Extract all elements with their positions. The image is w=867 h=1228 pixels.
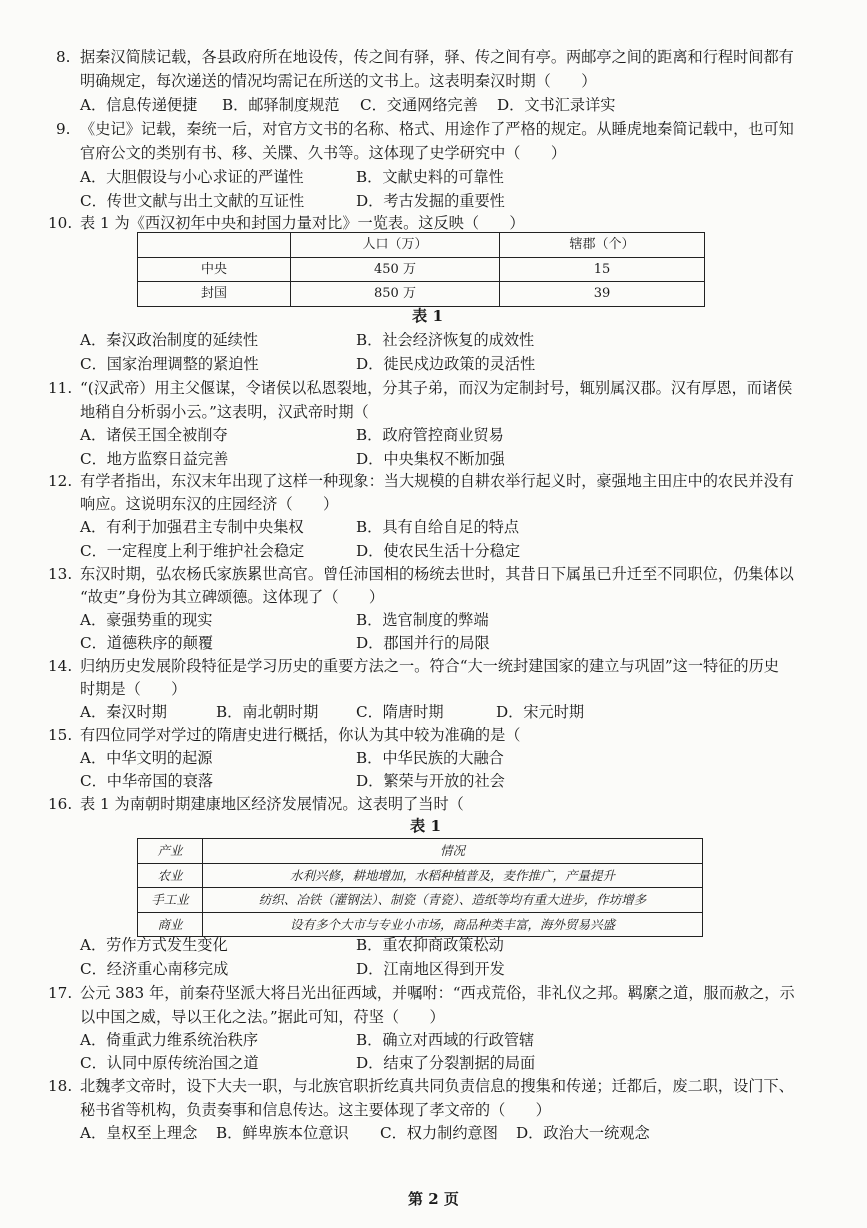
question-number: 9. bbox=[56, 120, 71, 138]
option-a[interactable]: A．倚重武力维系统治秩序 bbox=[80, 1031, 259, 1049]
question-text: “(汉武帝）用主父偃谋，令诸侯以私恩裂地，分其子弟，而汉为定制封号，辄别属汉郡。汉有厚恩，而诸侯 bbox=[80, 379, 793, 397]
table-row bbox=[138, 863, 703, 888]
table-economy bbox=[137, 838, 703, 937]
option-b[interactable]: B．鲜卑族本位意识 bbox=[216, 1124, 349, 1142]
option-c[interactable]: C．传世文献与出土文献的互证性 bbox=[80, 192, 305, 210]
table-caption: 表 1 bbox=[410, 817, 442, 835]
option-b[interactable]: B．中华民族的大融合 bbox=[356, 749, 504, 767]
question-text: 有四位同学对学过的隋唐史进行概括，你认为其中较为准确的是（ bbox=[80, 726, 521, 744]
option-b[interactable]: B．邮驿制度规范 bbox=[222, 96, 340, 114]
option-a[interactable]: A．秦汉政治制度的延续性 bbox=[80, 331, 259, 349]
question-number: 16. bbox=[48, 795, 73, 813]
option-a[interactable]: A．秦汉时期 bbox=[80, 703, 167, 721]
table-row bbox=[138, 888, 703, 913]
option-b[interactable]: B．政府管控商业贸易 bbox=[356, 426, 504, 444]
option-b[interactable]: B．重农抑商政策松动 bbox=[356, 936, 504, 954]
table-population bbox=[137, 232, 705, 307]
question-text: 有学者指出，东汉末年出现了这样一种现象：当大规模的自耕农举行起义时，豪强地主田庄中的农民并没有 bbox=[80, 472, 794, 490]
table-cell: 商业 bbox=[138, 912, 203, 937]
option-a[interactable]: A．豪强势重的现实 bbox=[80, 611, 213, 629]
option-a[interactable]: A．诸侯王国全被削夺 bbox=[80, 426, 228, 444]
table-cell: 450 万 bbox=[291, 257, 500, 282]
question-text: 响应。这说明东汉的庄园经济（ ） bbox=[80, 495, 339, 513]
question-number: 14. bbox=[48, 657, 73, 675]
question-text: 《史记》记载，秦统一后，对官方文书的名称、格式、用途作了严格的规定。从睡虎地秦简记载中，也可知 bbox=[80, 120, 794, 138]
option-b[interactable]: B．社会经济恢复的成效性 bbox=[356, 331, 535, 349]
option-c[interactable]: C．一定程度上利于维护社会稳定 bbox=[80, 542, 305, 560]
option-c[interactable]: C．交通网络完善 bbox=[360, 96, 478, 114]
question-text: 北魏孝文帝时，设下大夫一职，与北族官职折纥真共同负责信息的搜集和传递；迁都后，废二职，设门下、 bbox=[80, 1077, 794, 1095]
option-d[interactable]: D．徙民戍边政策的灵活性 bbox=[356, 355, 536, 373]
option-b[interactable]: B．具有自给自足的特点 bbox=[356, 518, 520, 536]
question-text: 表 1 为南朝时期建康地区经济发展情况。这表明了当时（ bbox=[80, 795, 464, 813]
table-header: 情况 bbox=[203, 839, 703, 864]
option-c[interactable]: C．中华帝国的衰落 bbox=[80, 772, 214, 790]
table-cell: 水利兴修，耕地增加，水稻种植普及，麦作推广，产量提升 bbox=[203, 863, 703, 888]
option-d[interactable]: D．郡国并行的局限 bbox=[356, 634, 490, 652]
question-number: 15. bbox=[48, 726, 73, 744]
option-c[interactable]: C．地方监察日益完善 bbox=[80, 450, 229, 468]
question-text: 地稍自分析弱小云。”这表明，汉武帝时期（ bbox=[80, 403, 369, 421]
option-b[interactable]: B．文献史料的可靠性 bbox=[356, 168, 504, 186]
option-d[interactable]: D．繁荣与开放的社会 bbox=[356, 772, 505, 790]
table-header: 人口（万） bbox=[291, 233, 500, 258]
table-header: 产业 bbox=[138, 839, 203, 864]
option-d[interactable]: D．使农民生活十分稳定 bbox=[356, 542, 521, 560]
option-c[interactable]: C．认同中原传统治国之道 bbox=[80, 1054, 259, 1072]
option-a[interactable]: A．皇权至上理念 bbox=[80, 1124, 198, 1142]
option-d[interactable]: D．结束了分裂割据的局面 bbox=[356, 1054, 536, 1072]
table-cell: 手工业 bbox=[138, 888, 203, 913]
table-cell: 850 万 bbox=[291, 282, 500, 307]
option-b[interactable]: B．选官制度的弊端 bbox=[356, 611, 489, 629]
question-text: 据秦汉简牍记载，各县政府所在地设传，传之间有驿，驿、传之间有亭。两邮亭之间的距离和行程时间都有 bbox=[80, 48, 794, 66]
table-header: 辖郡（个） bbox=[500, 233, 705, 258]
option-a[interactable]: A．信息传递便捷 bbox=[80, 96, 198, 114]
question-number: 18. bbox=[48, 1077, 73, 1095]
option-a[interactable]: A．中华文明的起源 bbox=[80, 749, 213, 767]
option-d[interactable]: D．考古发掘的重要性 bbox=[356, 192, 505, 210]
question-text: 归纳历史发展阶段特征是学习历史的重要方法之一。符合“大一统封建国家的建立与巩固”这一特征的历史 bbox=[80, 657, 779, 675]
question-text: 明确规定，每次递送的情况均需记在所送的文书上。这表明秦汉时期（ ） bbox=[80, 72, 597, 90]
option-d[interactable]: D．宋元时期 bbox=[496, 703, 585, 721]
question-text: 公元 383 年，前秦苻坚派大将吕光出征西域，并嘱咐：“西戎荒俗，非礼仪之邦。羁縻之道，服而赦之，示 bbox=[80, 984, 795, 1002]
question-number: 13. bbox=[48, 565, 73, 583]
table-cell: 农业 bbox=[138, 863, 203, 888]
option-a[interactable]: A．有利于加强君主专制中央集权 bbox=[80, 518, 304, 536]
question-number: 11. bbox=[48, 379, 73, 397]
question-text: 秘书省等机构，负责奏事和信息传达。这主要体现了孝文帝的（ ） bbox=[80, 1101, 551, 1119]
option-c[interactable]: C．权力制约意图 bbox=[380, 1124, 498, 1142]
option-c[interactable]: C．经济重心南移完成 bbox=[80, 960, 229, 978]
table-caption: 表 1 bbox=[412, 307, 444, 325]
option-c[interactable]: C．隋唐时期 bbox=[356, 703, 444, 721]
table-row bbox=[138, 257, 705, 282]
question-number: 8. bbox=[56, 48, 71, 66]
option-a[interactable]: A．大胆假设与小心求证的严谨性 bbox=[80, 168, 304, 186]
question-text: 以中国之威，导以王化之法。”据此可知，苻坚（ ） bbox=[80, 1008, 445, 1026]
page-number: 第 2 页 bbox=[408, 1190, 459, 1208]
question-number: 12. bbox=[48, 472, 73, 490]
option-d[interactable]: D．中央集权不断加强 bbox=[356, 450, 505, 468]
question-text: “故吏”身份为其立碑颂德。这体现了（ ） bbox=[80, 588, 385, 606]
table-cell: 15 bbox=[500, 257, 705, 282]
option-b[interactable]: B．南北朝时期 bbox=[216, 703, 319, 721]
table-header bbox=[138, 233, 291, 258]
question-text: 东汉时期，弘农杨氏家族累世高官。曾任沛国相的杨统去世时，其昔日下属虽已升迁至不同职位，仍集体以 bbox=[80, 565, 794, 583]
option-d[interactable]: D．文书汇录详实 bbox=[497, 96, 616, 114]
option-d[interactable]: D．政治大一统观念 bbox=[516, 1124, 650, 1142]
question-text: 表 1 为《西汉初年中央和封国力量对比》一览表。这反映（ ） bbox=[80, 214, 525, 232]
question-number: 17. bbox=[48, 984, 73, 1002]
table-row bbox=[138, 282, 705, 307]
question-number: 10. bbox=[48, 214, 73, 232]
option-d[interactable]: D．江南地区得到开发 bbox=[356, 960, 505, 978]
table-cell: 封国 bbox=[138, 282, 291, 307]
table-row bbox=[138, 912, 703, 937]
option-c[interactable]: C．道德秩序的颠覆 bbox=[80, 634, 214, 652]
table-cell: 中央 bbox=[138, 257, 291, 282]
option-a[interactable]: A．劳作方式发生变化 bbox=[80, 936, 228, 954]
table-cell: 设有多个大市与专业小市场，商品种类丰富，海外贸易兴盛 bbox=[203, 912, 703, 937]
option-c[interactable]: C．国家治理调整的紧迫性 bbox=[80, 355, 259, 373]
option-b[interactable]: B．确立对西域的行政管辖 bbox=[356, 1031, 535, 1049]
question-text: 官府公文的类别有书、移、关牒、久书等。这体现了史学研究中（ ） bbox=[80, 144, 566, 162]
question-text: 时期是（ ） bbox=[80, 680, 187, 698]
table-cell: 纺织、冶铁（灌钢法）、制瓷（青瓷）、造纸等均有重大进步，作坊增多 bbox=[203, 888, 703, 913]
table-cell: 39 bbox=[500, 282, 705, 307]
